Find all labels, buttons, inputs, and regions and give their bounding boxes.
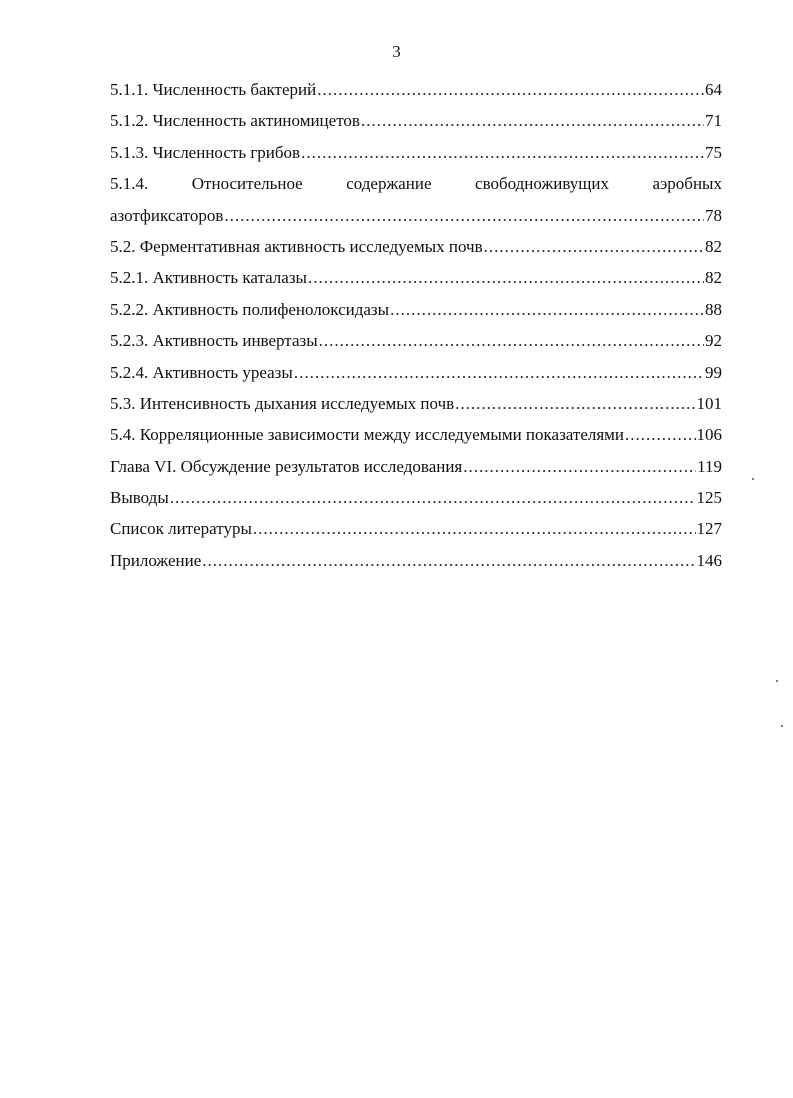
toc-entry-page: 119 — [697, 456, 722, 476]
toc-entry[interactable] — [110, 363, 722, 394]
toc-entry[interactable] — [110, 80, 722, 111]
toc-entry-page: 101 — [696, 393, 722, 413]
toc-entry-title: 5.2. Ферментативная активность исследуемых почв — [110, 236, 483, 256]
toc-entry-page: 92 — [705, 331, 722, 351]
toc-entry-title: Выводы — [110, 488, 169, 508]
toc-entry-page: 75 — [705, 142, 722, 162]
toc-entry[interactable] — [110, 488, 722, 519]
toc-leader-dots — [625, 425, 695, 445]
toc-entry-page: 82 — [705, 236, 722, 256]
scan-speck — [781, 725, 783, 727]
toc-entry-page: 106 — [696, 425, 722, 445]
toc-entry-page: 71 — [705, 111, 722, 131]
toc-leader-dots — [308, 268, 704, 288]
toc-entry[interactable] — [110, 111, 722, 142]
toc-entry-wrapped-line[interactable] — [110, 174, 722, 205]
toc-entry-title: Список литературы — [110, 519, 252, 539]
toc-word: Относительное — [191, 174, 303, 194]
toc-entry-page: 82 — [705, 268, 722, 288]
toc-leader-dots — [294, 363, 704, 383]
scan-speck — [752, 478, 754, 480]
toc-entry[interactable] — [110, 519, 722, 550]
toc-word: содержание — [346, 174, 432, 194]
toc-entry[interactable] — [110, 551, 722, 582]
toc-entry-title: азотфиксаторов — [110, 205, 224, 225]
toc-entry-title: 5.3. Интенсивность дыхания исследуемых почв — [110, 393, 455, 413]
toc-entry-title: Приложение — [110, 550, 202, 570]
toc-entry[interactable] — [110, 331, 722, 362]
toc-entry[interactable] — [110, 300, 722, 331]
toc-entry-title: 5.1.3. Численность грибов — [110, 142, 301, 162]
toc-entry-page: 78 — [705, 205, 722, 225]
toc-entry-title: Глава VI. Обсуждение результатов исследования — [110, 456, 463, 476]
table-of-contents — [110, 80, 722, 582]
toc-entry-title: 5.2.4. Активность уреазы — [110, 362, 293, 382]
toc-entry-title: 5.1.2. Численность актиномицетов — [110, 111, 360, 131]
toc-entry-page: 99 — [705, 362, 722, 382]
toc-entry-page: 146 — [696, 550, 722, 570]
toc-leader-dots — [463, 457, 696, 477]
toc-entry[interactable] — [110, 425, 722, 456]
toc-entry-title: 5.2.1. Активность каталазы — [110, 268, 307, 288]
toc-word: свободноживущих — [475, 174, 609, 194]
toc-entry-title: 5.4. Корреляционные зависимости между исследуемыми показателями — [110, 425, 625, 445]
toc-entry[interactable] — [110, 268, 722, 299]
toc-leader-dots — [390, 300, 704, 320]
toc-entry-page: 125 — [696, 488, 722, 508]
toc-word: аэробных — [652, 174, 722, 194]
toc-leader-dots — [202, 551, 695, 571]
toc-entry-page: 64 — [705, 80, 722, 99]
toc-leader-dots — [301, 143, 704, 163]
toc-entry[interactable] — [110, 394, 722, 425]
toc-word: 5.1.4. — [110, 174, 149, 194]
toc-entry[interactable] — [110, 206, 722, 237]
toc-entry-page: 88 — [705, 299, 722, 319]
scan-speck — [776, 680, 778, 682]
toc-entry-title: 5.2.2. Активность полифенолоксидазы — [110, 299, 390, 319]
toc-leader-dots — [253, 519, 696, 539]
toc-leader-dots — [317, 80, 704, 100]
toc-leader-dots — [319, 331, 704, 351]
toc-leader-dots — [361, 111, 704, 131]
toc-entry-page: 127 — [696, 519, 722, 539]
toc-entry[interactable] — [110, 457, 722, 488]
page-number: 3 — [392, 42, 401, 61]
toc-entry-title: 5.1.1. Численность бактерий — [110, 80, 317, 99]
toc-leader-dots — [484, 237, 704, 257]
toc-entry[interactable] — [110, 143, 722, 174]
toc-leader-dots — [455, 394, 695, 414]
toc-entry-title: 5.2.3. Активность инвертазы — [110, 331, 318, 351]
toc-leader-dots — [170, 488, 696, 508]
toc-entry[interactable] — [110, 237, 722, 268]
toc-leader-dots — [224, 206, 704, 226]
